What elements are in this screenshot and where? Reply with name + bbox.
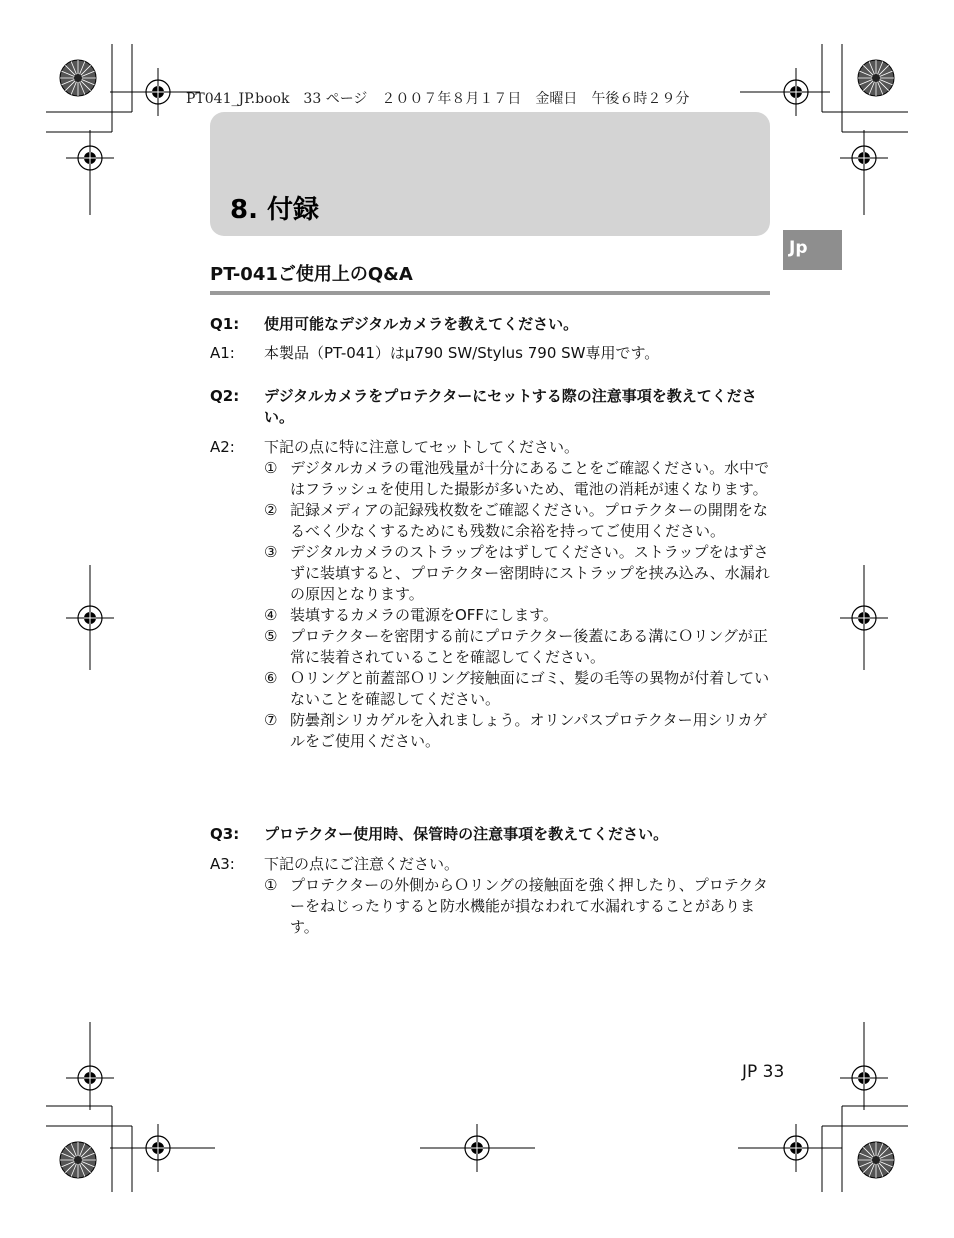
list-item xyxy=(264,626,772,668)
item-number: ⑦ xyxy=(264,711,278,729)
page-number: JP 33 xyxy=(742,1062,785,1082)
list-item xyxy=(264,710,772,752)
list-item xyxy=(264,500,772,542)
item-text: 装填するカメラの電源をOFFにします。 xyxy=(290,606,558,624)
item-text: 記録メディアの記録残枚数をご確認ください。プロテクターの開閉をなるべく少なくするためにも残数に余裕を持ってご使用ください。 xyxy=(290,501,768,540)
answer-label: A1: xyxy=(210,344,235,362)
list-item xyxy=(264,875,772,938)
list-item xyxy=(264,542,772,605)
file-header-info: PT041_JP.book 33 ページ ２００７年８月１７日 金曜日 午後６時２９分 xyxy=(186,91,690,107)
question-text: プロテクター使用時、保管時の注意事項を教えてください。 xyxy=(264,825,669,843)
answer-label: A3: xyxy=(210,855,235,873)
answer-3 xyxy=(210,854,772,938)
item-number: ⑤ xyxy=(264,627,278,645)
answer-1 xyxy=(210,343,772,364)
question-2 xyxy=(210,386,772,428)
question-text: デジタルカメラをプロテクターにセットする際の注意事項を教えてください。 xyxy=(264,387,757,426)
answer-intro: 下記の点にご注意ください。 xyxy=(264,855,460,873)
chapter-header-box xyxy=(210,112,770,236)
list-item xyxy=(264,668,772,710)
question-text: 使用可能なデジタルカメラを教えてください。 xyxy=(264,315,579,333)
item-number: ③ xyxy=(264,543,278,561)
question-label: Q3: xyxy=(210,825,240,843)
item-text: Ｏリングと前蓋部Ｏリング接触面にゴミ、髪の毛等の異物が付着していないことを確認してください。 xyxy=(290,669,770,708)
item-text: 防曇剤シリカゲルを入れましょう。オリンパスプロテクター用シリカゲルをご使用ください。 xyxy=(290,711,768,750)
item-number: ④ xyxy=(264,606,278,624)
item-text: プロテクターを密閉する前にプロテクター後蓋にある溝にＯリングが正常に装着されていることを確認してください。 xyxy=(290,627,768,666)
chapter-title: 8. 付録 xyxy=(230,195,320,225)
item-text: デジタルカメラの電池残量が十分にあることをご確認ください。水中ではフラッシュを使用した撮影が多いため、電池の消耗が速くなります。 xyxy=(290,459,770,498)
item-number: ① xyxy=(264,876,278,894)
item-number: ⑥ xyxy=(264,669,278,687)
question-3 xyxy=(210,824,772,845)
answer-intro: 下記の点に特に注意してセットしてください。 xyxy=(264,438,580,456)
answer-text: 本製品（PT-041）はμ790 SW/Stylus 790 SW専用です。 xyxy=(264,344,660,362)
list-item xyxy=(264,458,772,500)
answer-2 xyxy=(210,437,772,752)
question-1 xyxy=(210,314,772,335)
section-title: PT-041ご使用上のQ&A xyxy=(210,260,770,295)
item-number: ② xyxy=(264,501,278,519)
language-tab: Jp xyxy=(783,230,842,270)
item-text: プロテクターの外側からＯリングの接触面を強く押したり、プロテクターをねじったりすると防水機能が損なわれて水漏れすることがあります。 xyxy=(290,876,768,936)
question-label: Q2: xyxy=(210,387,240,405)
question-label: Q1: xyxy=(210,315,240,333)
item-text: デジタルカメラのストラップをはずしてください。ストラップをはずさずに装填すると、プロテクター密閉時にストラップを挟み込み、水漏れの原因となります。 xyxy=(290,543,770,603)
answer-label: A2: xyxy=(210,438,235,456)
item-number: ① xyxy=(264,459,278,477)
list-item xyxy=(264,605,772,626)
